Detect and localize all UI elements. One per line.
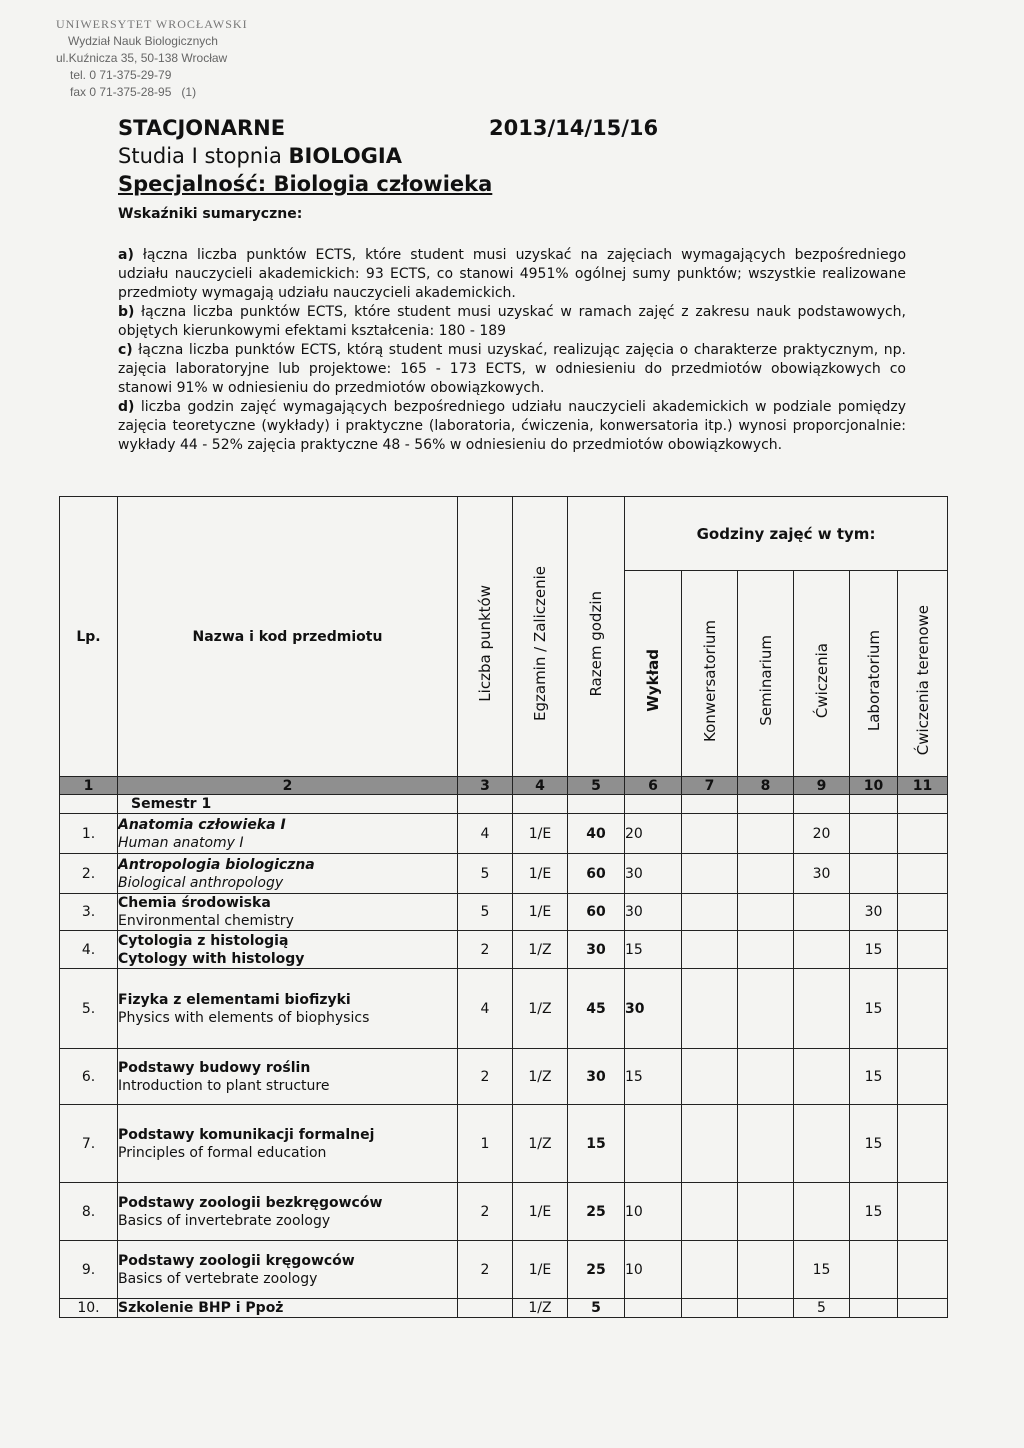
course-conversatory: [682, 854, 738, 894]
course-ects: 2: [458, 931, 513, 969]
col-exam-header: Egzamin / Zaliczenie: [513, 497, 568, 777]
course-lp: 8.: [60, 1183, 118, 1241]
course-exam: 1/E: [513, 1241, 568, 1299]
course-lecture: 10: [625, 1183, 682, 1241]
course-conversatory: [682, 1241, 738, 1299]
course-conversatory: [682, 1299, 738, 1318]
course-seminar: [738, 969, 794, 1049]
col-field-header: Ćwiczenia terenowe: [898, 571, 948, 777]
semester-row: [60, 795, 948, 814]
course-lp: 9.: [60, 1241, 118, 1299]
course-name-pl: Podstawy zoologii bezkręgowców: [118, 1194, 383, 1211]
course-field: [898, 931, 948, 969]
course-row: [60, 1241, 948, 1299]
colnum: 3: [458, 777, 513, 795]
course-name-pl: Chemia środowiska: [118, 895, 271, 911]
course-laboratory: [850, 1299, 898, 1318]
course-seminar: [738, 894, 794, 931]
course-name-en: Human anatomy I: [118, 834, 244, 851]
course-seminar: [738, 1049, 794, 1105]
course-lp: 6.: [60, 1049, 118, 1105]
course-ects: 4: [458, 814, 513, 854]
course-lecture: 15: [625, 1049, 682, 1105]
column-number-row: [60, 777, 948, 795]
course-exercises: 5: [794, 1299, 850, 1318]
course-exam: 1/Z: [513, 969, 568, 1049]
course-lecture: [625, 1299, 682, 1318]
course-exam: 1/Z: [513, 1049, 568, 1105]
colnum: 11: [898, 777, 948, 795]
course-name-en: Biological anthropology: [118, 874, 284, 891]
course-total: 45: [568, 969, 625, 1049]
colnum: 4: [513, 777, 568, 795]
field-of-study: BIOLOGIA: [288, 144, 402, 168]
course-name: [118, 1299, 458, 1318]
course-lecture: 30: [625, 894, 682, 931]
course-field: [898, 1299, 948, 1318]
col-name-header: Nazwa i kod przedmiotu: [118, 497, 458, 777]
course-exercises: [794, 1105, 850, 1183]
course-exercises: [794, 1183, 850, 1241]
course-laboratory: 15: [850, 931, 898, 969]
indicator-b: b) łączna liczba punktów ECTS, które student musi uzyskać w ramach zajęć z zakresu nauk podstawowych, objętych kierunkowymi efektami kształcenia: 180 - 189: [118, 304, 907, 339]
course-laboratory: 15: [850, 969, 898, 1049]
course-seminar: [738, 1183, 794, 1241]
course-exam: 1/Z: [513, 1105, 568, 1183]
course-conversatory: [682, 814, 738, 854]
col-laboratory-header: Laboratorium: [850, 571, 898, 777]
course-seminar: [738, 854, 794, 894]
col-lecture-header: Wykład: [625, 571, 682, 777]
course-name: [118, 931, 458, 969]
course-conversatory: [682, 894, 738, 931]
stamp-faculty: Wydział Nauk Biologicznych: [68, 34, 218, 48]
course-field: [898, 894, 948, 931]
course-name-pl: Antropologia biologiczna: [118, 856, 315, 873]
course-field: [898, 814, 948, 854]
hours-group-header: Godziny zajęć w tym:: [625, 497, 948, 571]
course-total: 25: [568, 1241, 625, 1299]
specialization: Specjalność: Biologia człowieka: [118, 172, 493, 196]
course-name-en: Physics with elements of biophysics: [118, 1009, 370, 1026]
course-name-pl: Cytologia z histologią: [118, 932, 289, 949]
course-name-en: Introduction to plant structure: [118, 1077, 330, 1094]
course-name-pl: Szkolenie BHP i Ppoż: [118, 1300, 284, 1316]
course-name-pl: Podstawy komunikacji formalnej: [118, 1126, 375, 1143]
course-lecture: 15: [625, 931, 682, 969]
course-conversatory: [682, 931, 738, 969]
stamp-university: UNIWERSYTET WROCŁAWSKI: [56, 17, 248, 31]
course-exercises: 30: [794, 854, 850, 894]
course-row: [60, 1049, 948, 1105]
course-name-en: Basics of vertebrate zoology: [118, 1270, 318, 1287]
course-field: [898, 1183, 948, 1241]
course-row: [60, 1105, 948, 1183]
course-laboratory: [850, 1241, 898, 1299]
course-laboratory: [850, 854, 898, 894]
header-row-top: [60, 497, 948, 571]
course-lp: 5.: [60, 969, 118, 1049]
faculty-stamp: [56, 16, 248, 101]
course-lecture: 30: [625, 854, 682, 894]
indicator-a: a) łączna liczba punktów ECTS, które student musi uzyskać na zajęciach wymagających bezpośredniego udziału nauczycieli akademickich: 93 ECTS, co stanowi 4951% ogólnej sumy punktów; wszystkie realizowane przedmioty wymagają udziału nauczycieli akademickich.: [118, 247, 907, 301]
course-exam: 1/E: [513, 1183, 568, 1241]
course-laboratory: [850, 814, 898, 854]
course-exam: 1/Z: [513, 1299, 568, 1318]
course-total: 60: [568, 854, 625, 894]
course-exam: 1/E: [513, 854, 568, 894]
course-field: [898, 1049, 948, 1105]
course-name-en: Principles of formal education: [118, 1144, 327, 1161]
colnum: 5: [568, 777, 625, 795]
document-heading: [118, 114, 492, 198]
colnum: 1: [60, 777, 118, 795]
course-lp: 7.: [60, 1105, 118, 1183]
course-exam: 1/E: [513, 894, 568, 931]
colnum: 8: [738, 777, 794, 795]
course-exam: 1/Z: [513, 931, 568, 969]
course-name-en: Cytology with histology: [118, 950, 305, 967]
course-lecture: [625, 1105, 682, 1183]
course-rows: [60, 814, 948, 1318]
course-ects: [458, 1299, 513, 1318]
course-name: [118, 894, 458, 931]
course-row: [60, 931, 948, 969]
course-total: 30: [568, 931, 625, 969]
col-ects-header: Liczba punktów: [458, 497, 513, 777]
course-name: [118, 969, 458, 1049]
course-laboratory: 15: [850, 1105, 898, 1183]
stamp-address: ul.Kuźnicza 35, 50-138 Wrocław: [56, 51, 228, 65]
col-lp-header: Lp.: [60, 497, 118, 777]
course-conversatory: [682, 1183, 738, 1241]
course-field: [898, 969, 948, 1049]
course-lp: 3.: [60, 894, 118, 931]
indicators-title: Wskaźniki sumaryczne:: [118, 206, 303, 222]
study-mode: STACJONARNE: [118, 116, 286, 140]
course-laboratory: 15: [850, 1183, 898, 1241]
course-name-pl: Podstawy zoologii kręgowców: [118, 1252, 355, 1269]
indicator-c: c) łączna liczba punktów ECTS, którą student musi uzyskać, realizując zajęcia o charakterze praktycznym, np. zajęcia laboratoryjne lub projektowe: 165 - 173 ECTS, w odniesieniu do przedmiotów obowiązkowych co stanowi 91% w odniesieniu do przedmiotów obowiązkowych.: [118, 342, 907, 396]
course-name: [118, 854, 458, 894]
course-laboratory: 15: [850, 1049, 898, 1105]
course-lecture: 10: [625, 1241, 682, 1299]
course-name: [118, 1049, 458, 1105]
indicator-d: d) liczba godzin zajęć wymagających bezpośredniego udziału nauczycieli akademickich w podziale pomiędzy zajęcia teoretyczne (wykłady) i praktyczne (laboratoria, ćwiczenia, konwersatoria itp.) wynosi proporcjonalnie: wykłady 44 - 52% zajęcia praktyczne 48 - 56% w odniesieniu do przedmiotów obowiązkowych.: [118, 399, 906, 453]
course-ects: 2: [458, 1241, 513, 1299]
course-exercises: [794, 894, 850, 931]
course-name: [118, 814, 458, 854]
course-ects: 4: [458, 969, 513, 1049]
course-seminar: [738, 931, 794, 969]
course-exercises: 15: [794, 1241, 850, 1299]
course-total: 60: [568, 894, 625, 931]
course-row: [60, 894, 948, 931]
colnum: 6: [625, 777, 682, 795]
course-conversatory: [682, 969, 738, 1049]
course-total: 15: [568, 1105, 625, 1183]
course-name-en: Environmental chemistry: [118, 913, 294, 929]
course-total: 25: [568, 1183, 625, 1241]
course-name-pl: Fizyka z elementami biofizyki: [118, 991, 351, 1008]
indicators-list: [118, 246, 906, 455]
course-lp: 10.: [60, 1299, 118, 1318]
course-lecture: 30: [625, 969, 682, 1049]
course-name: [118, 1183, 458, 1241]
course-lp: 4.: [60, 931, 118, 969]
course-lecture: 20: [625, 814, 682, 854]
course-seminar: [738, 1241, 794, 1299]
course-ects: 2: [458, 1183, 513, 1241]
course-field: [898, 854, 948, 894]
course-ects: 5: [458, 894, 513, 931]
col-seminar-header: Seminarium: [738, 571, 794, 777]
stamp-tel: tel. 0 71-375-29-79: [70, 68, 172, 82]
course-field: [898, 1105, 948, 1183]
course-total: 40: [568, 814, 625, 854]
course-lp: 1.: [60, 814, 118, 854]
course-name-pl: Anatomia człowieka I: [118, 816, 286, 833]
course-name-en: Basics of invertebrate zoology: [118, 1212, 331, 1229]
curriculum-table: [59, 496, 948, 1318]
course-lp: 2.: [60, 854, 118, 894]
course-exercises: [794, 1049, 850, 1105]
course-name: [118, 1241, 458, 1299]
course-ects: 5: [458, 854, 513, 894]
academic-years: 2013/14/15/16: [489, 116, 659, 140]
col-exercises-header: Ćwiczenia: [794, 571, 850, 777]
course-conversatory: [682, 1049, 738, 1105]
level-prefix: Studia I stopnia: [118, 144, 282, 168]
stamp-mark: (1): [181, 85, 197, 99]
course-exercises: [794, 931, 850, 969]
colnum: 2: [118, 777, 458, 795]
study-level: [118, 142, 492, 170]
course-exercises: [794, 969, 850, 1049]
course-row: [60, 814, 948, 854]
course-row: [60, 969, 948, 1049]
colnum: 7: [682, 777, 738, 795]
col-conversatory-header: Konwersatorium: [682, 571, 738, 777]
course-total: 5: [568, 1299, 625, 1318]
course-row: [60, 1299, 948, 1318]
colnum: 9: [794, 777, 850, 795]
colnum: 10: [850, 777, 898, 795]
course-seminar: [738, 1299, 794, 1318]
course-row: [60, 854, 948, 894]
course-exam: 1/E: [513, 814, 568, 854]
semester-label: Semestr 1: [118, 795, 458, 814]
course-conversatory: [682, 1105, 738, 1183]
course-name: [118, 1105, 458, 1183]
course-seminar: [738, 814, 794, 854]
stamp-fax-line: [56, 84, 248, 101]
course-seminar: [738, 1105, 794, 1183]
course-total: 30: [568, 1049, 625, 1105]
course-ects: 1: [458, 1105, 513, 1183]
course-exercises: 20: [794, 814, 850, 854]
course-ects: 2: [458, 1049, 513, 1105]
course-field: [898, 1241, 948, 1299]
course-laboratory: 30: [850, 894, 898, 931]
course-name-pl: Podstawy budowy roślin: [118, 1059, 311, 1076]
course-row: [60, 1183, 948, 1241]
stamp-fax: fax 0 71-375-28-95: [70, 85, 172, 99]
col-total-header: Razem godzin: [568, 497, 625, 777]
